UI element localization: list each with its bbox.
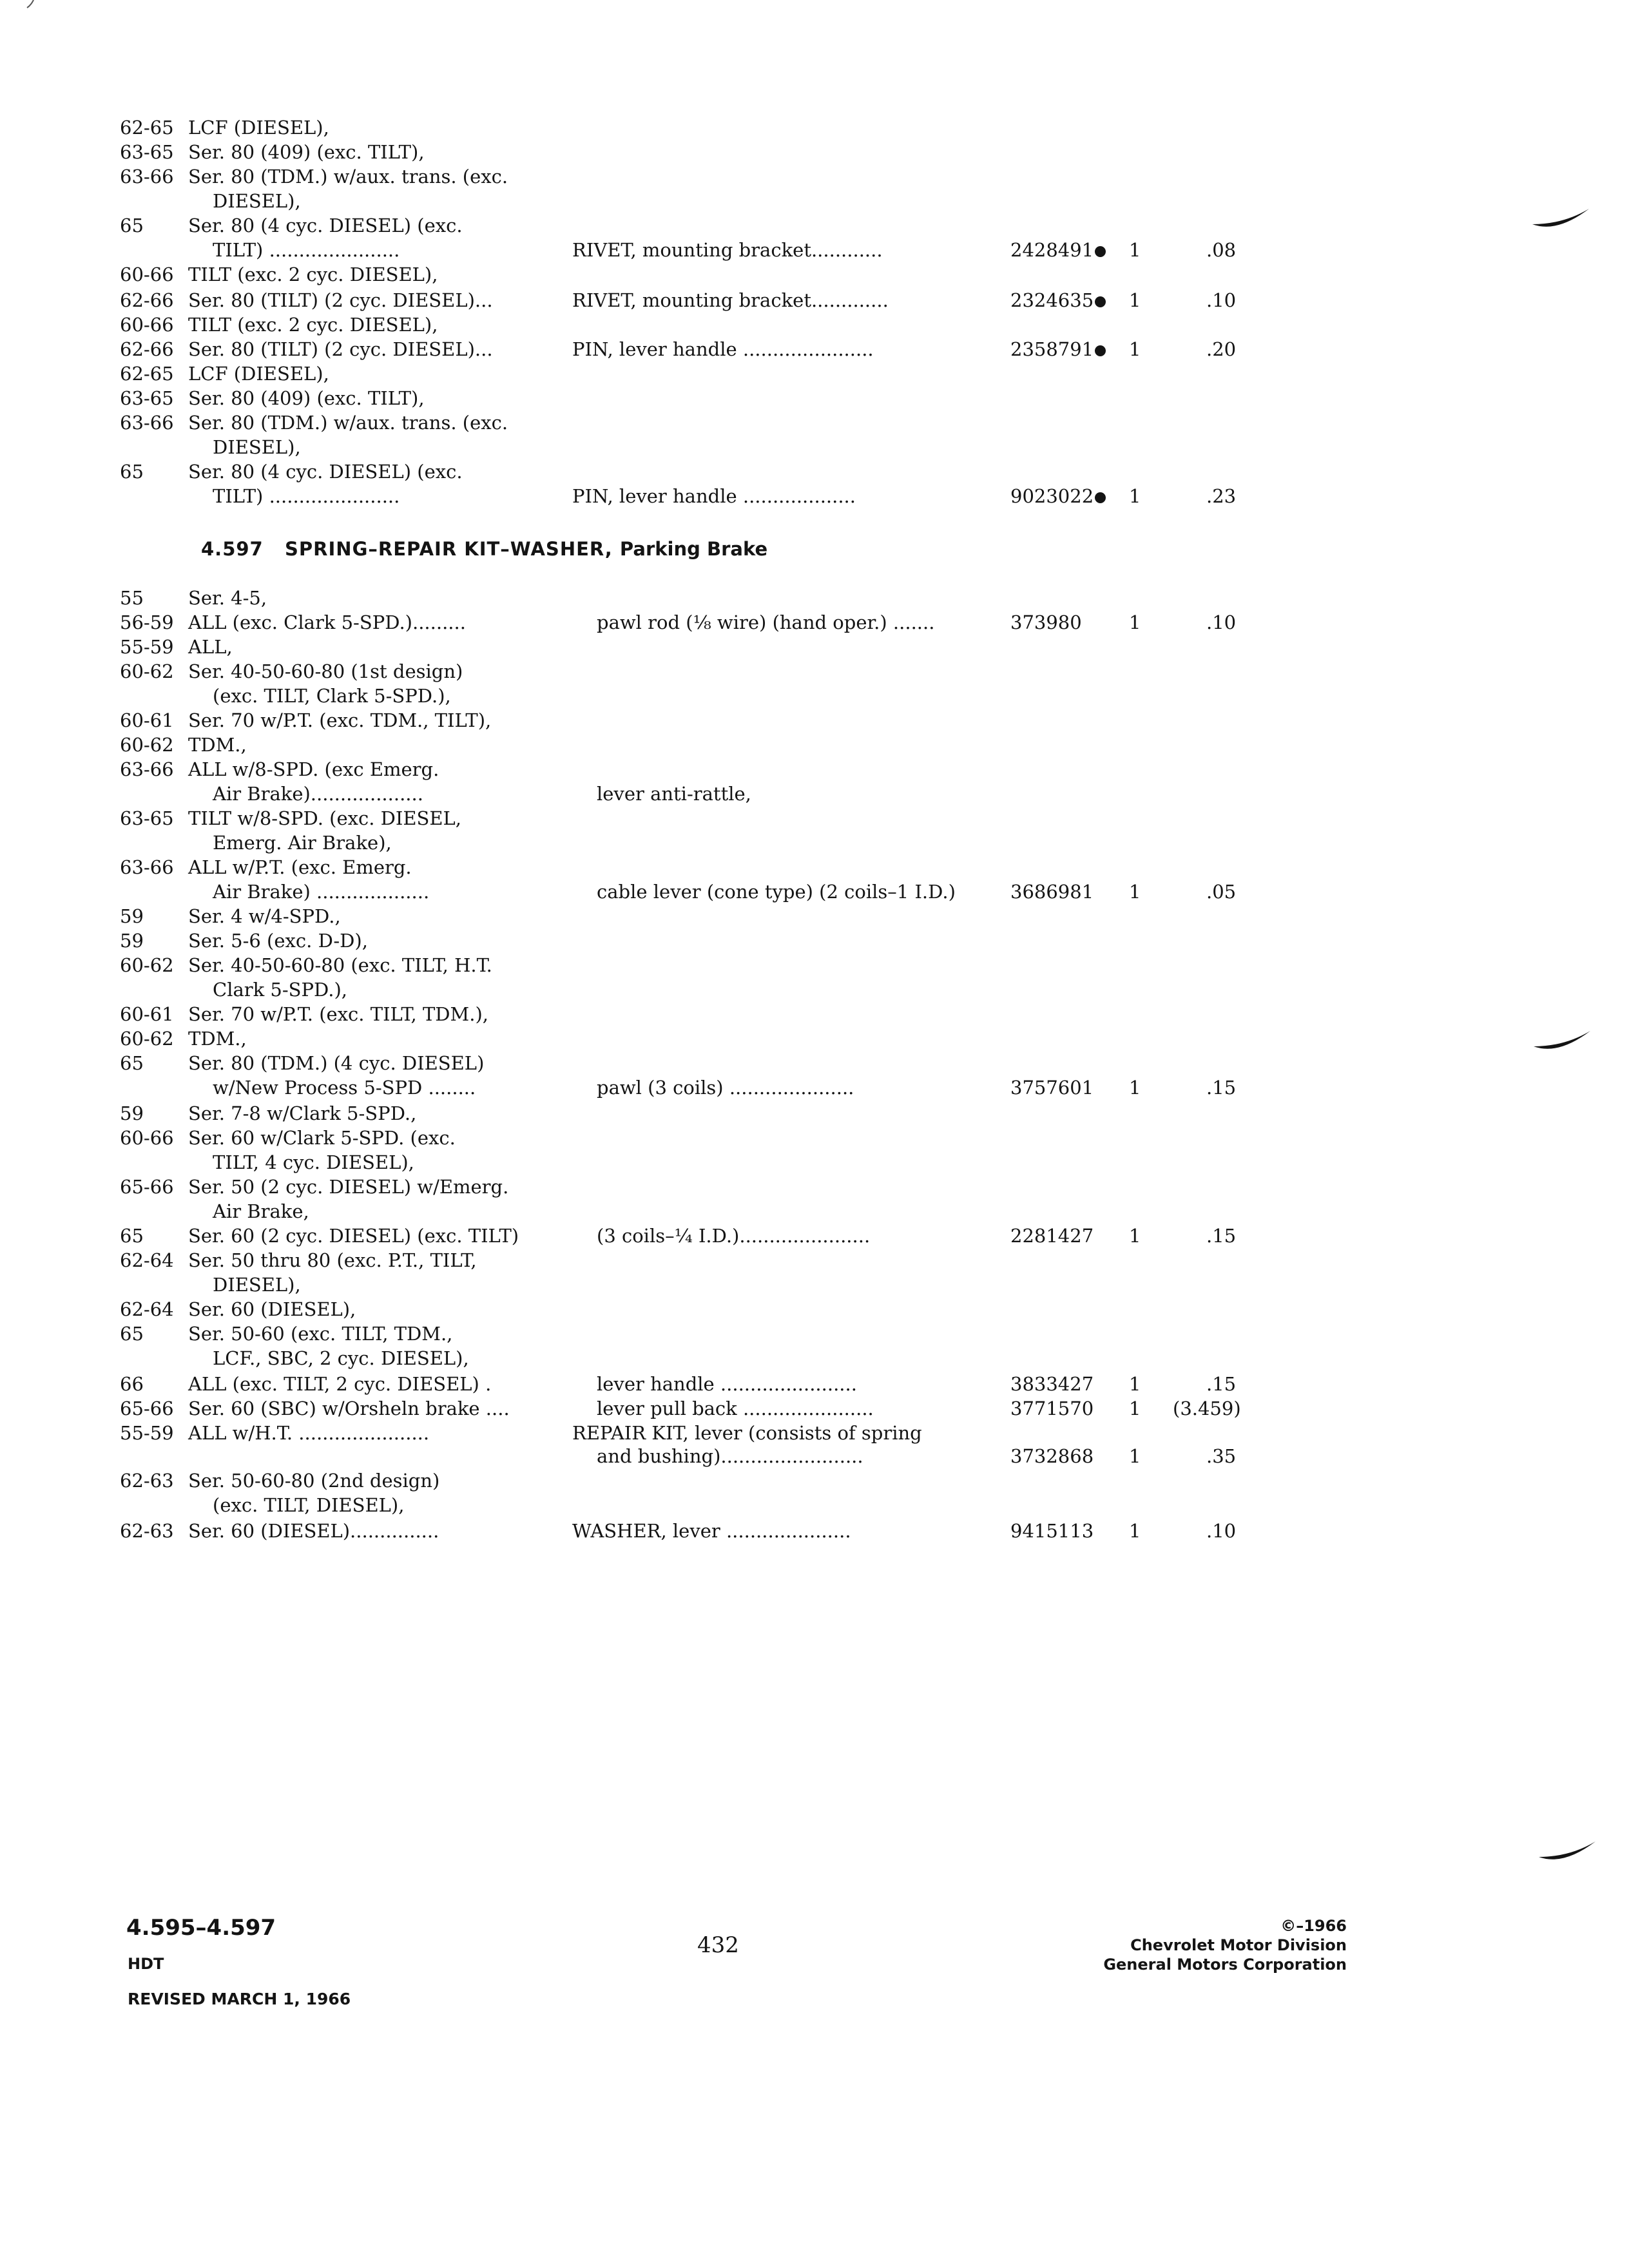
part-number: 3833427 — [1010, 1373, 1094, 1395]
parts-row — [0, 115, 1629, 140]
model-applicability: LCF (DIESEL), — [188, 363, 329, 385]
part-number: 3771570 — [1010, 1398, 1094, 1419]
quantity: 1 — [1129, 1520, 1141, 1542]
parts-row — [0, 361, 1629, 387]
parts-row — [0, 336, 1629, 362]
model-applicability: Ser. 80 (TDM.) w/aux. trans. (exc. — [188, 166, 508, 187]
part-description: lever handle ....................... — [597, 1373, 857, 1395]
year-range: 60-66 — [120, 1127, 174, 1149]
part-description: RIVET, mounting bracket............ — [572, 239, 883, 261]
parts-row — [0, 410, 1629, 436]
model-applicability: Ser. 70 w/P.T. (exc. TILT, TDM.), — [188, 1003, 488, 1025]
model-applicability: LCF (DIESEL), — [188, 117, 329, 139]
parts-row — [0, 952, 1629, 978]
part-description: WASHER, lever ..................... — [572, 1520, 851, 1542]
price: .35 — [1206, 1445, 1237, 1467]
part-description: cable lever (cone type) (2 coils–1 I.D.) — [597, 881, 956, 903]
model-applicability: TDM., — [188, 734, 247, 756]
model-applicability: Air Brake, — [213, 1200, 309, 1222]
part-number: 3757601 — [1010, 1077, 1094, 1099]
quantity: 1 — [1129, 289, 1141, 311]
price: .08 — [1206, 239, 1237, 261]
model-applicability: TILT) ...................... — [213, 239, 400, 261]
year-range: 63-66 — [120, 856, 174, 878]
parts-row — [0, 683, 1629, 709]
parts-row — [0, 928, 1629, 954]
footer-corporation: General Motors Corporation — [1103, 1956, 1347, 1974]
footer-section-range: 4.595–4.597 — [126, 1915, 276, 1941]
part-description: RIVET, mounting bracket............. — [572, 289, 889, 311]
year-range: 65 — [120, 215, 144, 236]
quantity: 1 — [1129, 1398, 1141, 1419]
quantity: 1 — [1129, 1373, 1141, 1395]
corner-mark — [26, 0, 35, 9]
part-description: (3 coils–¼ I.D.)...................... — [597, 1225, 871, 1247]
model-applicability: Ser. 80 (409) (exc. TILT), — [188, 141, 425, 163]
parts-row — [0, 1125, 1629, 1151]
part-number: 2358791 — [1010, 336, 1106, 362]
parts-row — [0, 830, 1629, 856]
bullet-icon — [1095, 246, 1106, 257]
parts-row — [0, 312, 1629, 338]
model-applicability: Ser. 80 (4 cyc. DIESEL) (exc. — [188, 215, 463, 236]
year-range: 63-66 — [120, 758, 174, 780]
quantity: 1 — [1129, 611, 1141, 633]
parts-row — [0, 139, 1629, 165]
year-range: 65 — [120, 1052, 144, 1074]
model-applicability: Air Brake) ................... — [213, 881, 430, 903]
quantity: 1 — [1129, 881, 1141, 903]
part-number: 373980 — [1010, 611, 1082, 633]
part-description: REPAIR KIT, lever (consists of spring — [572, 1422, 922, 1444]
model-applicability: Ser. 50-60-80 (2nd design) — [188, 1470, 440, 1492]
year-range: 60-61 — [120, 1003, 174, 1025]
model-applicability: LCF., SBC, 2 cyc. DIESEL), — [213, 1347, 469, 1369]
model-applicability: TILT, 4 cyc. DIESEL), — [213, 1151, 414, 1173]
part-number: 3686981 — [1010, 881, 1094, 903]
model-applicability: ALL, — [188, 636, 233, 658]
model-applicability: Ser. 50 (2 cyc. DIESEL) w/Emerg. — [188, 1176, 509, 1198]
model-applicability: Ser. 50 thru 80 (exc. P.T., TILT, — [188, 1249, 477, 1271]
model-applicability: Ser. 80 (4 cyc. DIESEL) (exc. — [188, 461, 463, 483]
part-description: lever pull back ...................... — [597, 1398, 874, 1419]
quantity: 1 — [1129, 485, 1141, 507]
year-range: 60-62 — [120, 1028, 174, 1050]
model-applicability: ALL (exc. TILT, 2 cyc. DIESEL) . — [188, 1373, 492, 1395]
price: .15 — [1206, 1225, 1237, 1247]
year-range: 63-66 — [120, 166, 174, 187]
parts-row — [0, 756, 1629, 782]
model-applicability: Ser. 80 (409) (exc. TILT), — [188, 387, 425, 409]
year-range: 60-62 — [120, 734, 174, 756]
part-number: 9415113 — [1010, 1520, 1094, 1542]
bullet-icon — [1095, 296, 1106, 307]
model-applicability: Ser. 80 (TDM.) w/aux. trans. (exc. — [188, 412, 508, 434]
parts-row — [0, 188, 1629, 214]
year-range: 66 — [120, 1373, 144, 1395]
parts-row — [0, 781, 1629, 807]
model-applicability: Ser. 60 (SBC) w/Orsheln brake .... — [188, 1398, 510, 1419]
parts-row — [0, 1026, 1629, 1052]
year-range: 63-65 — [120, 387, 174, 409]
parts-row — [0, 658, 1629, 684]
model-applicability: Ser. 60 (2 cyc. DIESEL) (exc. TILT) — [188, 1225, 519, 1247]
model-applicability: TILT w/8-SPD. (exc. DIESEL, — [188, 807, 462, 829]
part-number: 2281427 — [1010, 1225, 1094, 1247]
parts-row — [0, 1198, 1629, 1224]
quantity: 1 — [1129, 338, 1141, 360]
parts-row — [0, 805, 1629, 831]
model-applicability: Ser. 5-6 (exc. D-D), — [188, 930, 368, 952]
parts-row — [0, 287, 1629, 313]
model-applicability: Ser. 4 w/4-SPD., — [188, 905, 341, 927]
price: .15 — [1206, 1077, 1237, 1099]
footer-hdt: HDT — [128, 1955, 164, 1973]
parts-row — [0, 459, 1629, 485]
quantity: 1 — [1129, 1445, 1141, 1467]
parts-row — [0, 164, 1629, 189]
section-subtitle: Parking Brake — [619, 538, 768, 560]
year-range: 60-61 — [120, 709, 174, 731]
parts-row — [0, 1247, 1629, 1273]
year-range: 56-59 — [120, 611, 174, 633]
year-range: 62-65 — [120, 363, 174, 385]
model-applicability: Ser. 50-60 (exc. TILT, TDM., — [188, 1323, 453, 1345]
quantity: 1 — [1129, 239, 1141, 261]
model-applicability: DIESEL), — [213, 190, 301, 212]
model-applicability: Ser. 70 w/P.T. (exc. TDM., TILT), — [188, 709, 492, 731]
parts-row — [0, 707, 1629, 733]
footer-division: Chevrolet Motor Division — [1130, 1936, 1347, 1954]
year-range: 65 — [120, 1323, 144, 1345]
price: .05 — [1206, 881, 1237, 903]
part-number: 2324635 — [1010, 287, 1106, 313]
parts-row — [0, 1174, 1629, 1200]
part-description: pawl rod (⅛ wire) (hand oper.) ....... — [597, 611, 935, 633]
section-heading — [201, 538, 767, 560]
part-description: and bushing)........................ — [597, 1445, 863, 1467]
model-applicability: TILT (exc. 2 cyc. DIESEL), — [188, 264, 438, 285]
year-range: 63-65 — [120, 807, 174, 829]
model-applicability: (exc. TILT, DIESEL), — [213, 1494, 405, 1516]
model-applicability: Air Brake)................... — [213, 783, 423, 805]
page-number: 432 — [697, 1932, 739, 1958]
part-number: 9023022 — [1010, 483, 1106, 509]
quantity: 1 — [1129, 1077, 1141, 1099]
parts-row — [0, 237, 1629, 263]
footer-copyright: ©–1966 — [1280, 1917, 1347, 1935]
parts-row — [0, 854, 1629, 880]
model-applicability: Ser. 60 w/Clark 5-SPD. (exc. — [188, 1127, 456, 1149]
price: .20 — [1206, 338, 1237, 360]
year-range: 55-59 — [120, 1422, 174, 1444]
parts-row — [0, 1371, 1629, 1397]
parts-row — [0, 1420, 1629, 1446]
quantity: 1 — [1129, 1225, 1141, 1247]
year-range: 62-63 — [120, 1470, 174, 1492]
parts-row — [0, 585, 1629, 611]
year-range: 60-66 — [120, 264, 174, 285]
year-range: 63-66 — [120, 412, 174, 434]
parts-row — [0, 434, 1629, 460]
parts-row — [0, 1075, 1629, 1100]
year-range: 60-66 — [120, 314, 174, 336]
model-applicability: TILT) ...................... — [213, 485, 400, 507]
model-applicability: ALL w/H.T. ...................... — [188, 1422, 430, 1444]
parts-row — [0, 879, 1629, 905]
model-applicability: Ser. 80 (TDM.) (4 cyc. DIESEL) — [188, 1052, 485, 1074]
model-applicability: Clark 5-SPD.), — [213, 979, 348, 1001]
year-range: 59 — [120, 1102, 144, 1124]
price: .23 — [1206, 485, 1237, 507]
model-applicability: DIESEL), — [213, 1274, 301, 1296]
year-range: 65-66 — [120, 1176, 174, 1198]
year-range: 55-59 — [120, 636, 174, 658]
parts-row — [0, 1272, 1629, 1298]
year-range: 55 — [120, 587, 144, 609]
model-applicability: ALL w/8-SPD. (exc Emerg. — [188, 758, 439, 780]
price: (3.459) — [1173, 1398, 1241, 1419]
price: .10 — [1206, 289, 1237, 311]
model-applicability: TILT (exc. 2 cyc. DIESEL), — [188, 314, 438, 336]
parts-row — [0, 610, 1629, 635]
parts-row — [0, 262, 1629, 287]
model-applicability: Ser. 4-5, — [188, 587, 267, 609]
model-applicability: Ser. 60 (DIESEL)............... — [188, 1520, 439, 1542]
year-range: 62-64 — [120, 1298, 174, 1320]
model-applicability: TDM., — [188, 1028, 247, 1050]
price: .15 — [1206, 1373, 1237, 1395]
bullet-icon — [1095, 345, 1106, 356]
parts-row — [0, 1468, 1629, 1494]
parts-row — [0, 1443, 1629, 1469]
footer-revised-date: REVISED MARCH 1, 1966 — [128, 1990, 351, 2008]
year-range: 60-62 — [120, 954, 174, 976]
year-range: 65 — [120, 1225, 144, 1247]
part-description: PIN, lever handle ...................... — [572, 338, 874, 360]
year-range: 63-65 — [120, 141, 174, 163]
parts-row — [0, 1396, 1629, 1421]
year-range: 62-64 — [120, 1249, 174, 1271]
model-applicability: Ser. 40-50-60-80 (exc. TILT, H.T. — [188, 954, 492, 976]
year-range: 65-66 — [120, 1398, 174, 1419]
year-range: 59 — [120, 930, 144, 952]
model-applicability: Ser. 80 (TILT) (2 cyc. DIESEL)... — [188, 338, 493, 360]
parts-row — [0, 634, 1629, 660]
model-applicability: Ser. 40-50-60-80 (1st design) — [188, 660, 463, 682]
parts-row — [0, 1050, 1629, 1076]
section-number: 4.597 — [201, 538, 264, 560]
bullet-icon — [1095, 492, 1106, 503]
model-applicability: Emerg. Air Brake), — [213, 832, 392, 854]
price: .10 — [1206, 1520, 1237, 1542]
parts-row — [0, 385, 1629, 411]
parts-row — [0, 1321, 1629, 1347]
parts-row — [0, 1296, 1629, 1322]
model-applicability: Ser. 60 (DIESEL), — [188, 1298, 356, 1320]
parts-row — [0, 1492, 1629, 1518]
price: .10 — [1206, 611, 1237, 633]
parts-row — [0, 1100, 1629, 1126]
parts-row — [0, 903, 1629, 929]
parts-row — [0, 1345, 1629, 1371]
year-range: 59 — [120, 905, 144, 927]
part-description: PIN, lever handle ................... — [572, 485, 856, 507]
model-applicability: DIESEL), — [213, 436, 301, 458]
model-applicability: ALL (exc. Clark 5-SPD.)......... — [188, 611, 466, 633]
model-applicability: ALL w/P.T. (exc. Emerg. — [188, 856, 412, 878]
parts-row — [0, 1223, 1629, 1249]
year-range: 60-62 — [120, 660, 174, 682]
part-description: pawl (3 coils) ..................... — [597, 1077, 854, 1099]
part-description: lever anti-rattle, — [597, 783, 751, 805]
year-range: 62-66 — [120, 289, 174, 311]
model-applicability: (exc. TILT, Clark 5-SPD.), — [213, 685, 451, 707]
parts-row — [0, 977, 1629, 1003]
year-range: 62-63 — [120, 1520, 174, 1542]
model-applicability: w/New Process 5-SPD ........ — [213, 1077, 476, 1099]
section-title: SPRING–REPAIR KIT–WASHER, — [285, 538, 613, 560]
model-applicability: Ser. 7-8 w/Clark 5-SPD., — [188, 1102, 417, 1124]
year-range: 62-66 — [120, 338, 174, 360]
parts-row — [0, 1149, 1629, 1175]
year-range: 62-65 — [120, 117, 174, 139]
parts-row — [0, 732, 1629, 758]
footer-publisher — [1103, 1916, 1347, 1974]
model-applicability: Ser. 80 (TILT) (2 cyc. DIESEL)... — [188, 289, 493, 311]
year-range: 65 — [120, 461, 144, 483]
parts-row — [0, 1001, 1629, 1027]
parts-row — [0, 483, 1629, 509]
parts-row — [0, 1518, 1629, 1544]
parts-row — [0, 213, 1629, 238]
part-number: 3732868 — [1010, 1445, 1094, 1467]
margin-mark-3 — [1537, 1838, 1597, 1865]
part-number: 2428491 — [1010, 237, 1106, 263]
